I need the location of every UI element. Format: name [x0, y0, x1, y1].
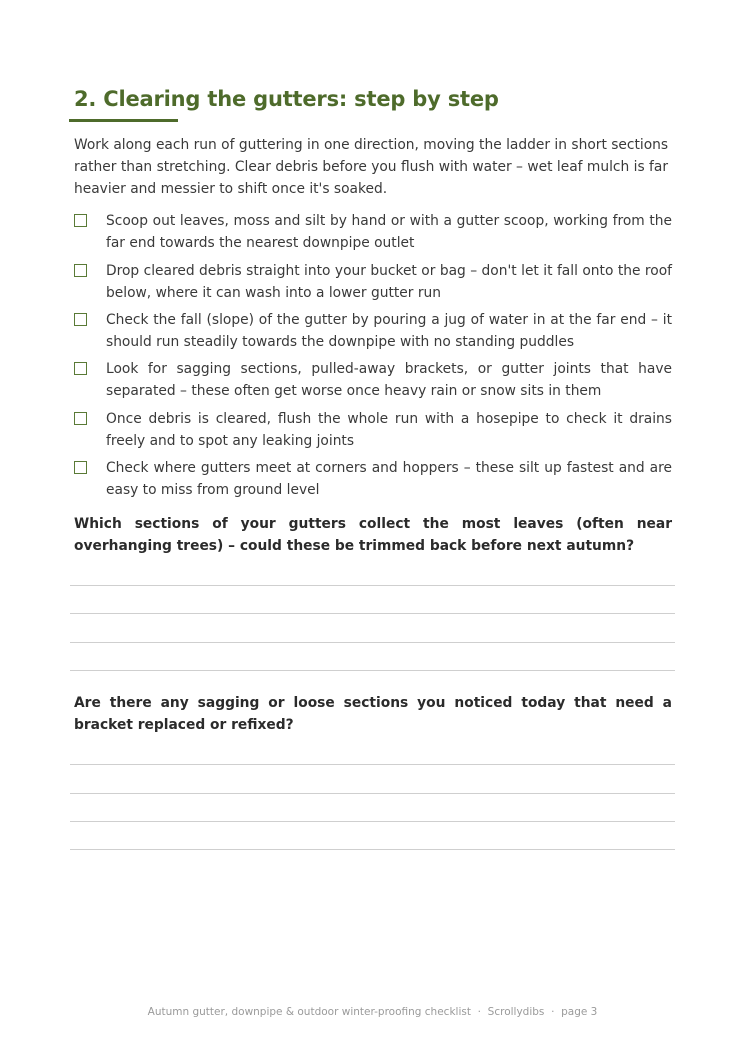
- checklist-item-text: Check where gutters meet at corners and hoppers – these silt up fastest and are easy to miss from ground level: [106, 460, 672, 498]
- checklist-item-text: Look for sagging sections, pulled-away brackets, or gutter joints that have separated – these often get worse once heavy rain or snow sits in them: [106, 361, 672, 399]
- answer-line[interactable]: [70, 821, 675, 822]
- footer-separator: ·: [477, 1006, 481, 1018]
- reflection-question: Which sections of your gutters collect the most leaves (often near overhanging trees) – could these be trimmed back before next autumn?: [74, 516, 672, 554]
- checkbox[interactable]: [74, 362, 87, 375]
- answer-line[interactable]: [70, 613, 675, 614]
- answer-line[interactable]: [70, 642, 675, 643]
- reflection-question: Are there any sagging or loose sections you noticed today that need a bracket replaced or refixed?: [74, 695, 672, 733]
- answer-line[interactable]: [70, 793, 675, 794]
- checkbox[interactable]: [74, 313, 87, 326]
- answer-line[interactable]: [70, 585, 675, 586]
- checkbox[interactable]: [74, 214, 87, 227]
- footer-separator: ·: [551, 1006, 555, 1018]
- answer-line[interactable]: [70, 764, 675, 765]
- footer-doc-title: Autumn gutter, downpipe & outdoor winter-proofing checklist: [147, 1006, 471, 1018]
- intro-paragraph: Work along each run of guttering in one direction, moving the ladder in short sections rather than stretching. Clear debris before you flush with water – wet leaf mulch is far heavier and messier to shift once it's soaked.: [74, 137, 669, 197]
- footer-brand: Scrollydibs: [487, 1006, 545, 1018]
- checklist-item-text: Scoop out leaves, moss and silt by hand or with a gutter scoop, working from the far end towards the nearest downpipe outlet: [106, 213, 672, 251]
- page-footer: [0, 1006, 745, 1018]
- checkbox[interactable]: [74, 264, 87, 277]
- checklist-item-text: Drop cleared debris straight into your bucket or bag – don't let it fall onto the roof below, where it can wash into a lower gutter run: [106, 263, 672, 301]
- answer-line[interactable]: [70, 849, 675, 850]
- checkbox[interactable]: [74, 412, 87, 425]
- checklist-item-text: Check the fall (slope) of the gutter by pouring a jug of water in at the far end – it should run steadily towards the downpipe with no standing puddles: [106, 312, 672, 350]
- checklist-item-text: Once debris is cleared, flush the whole run with a hosepipe to check it drains freely and to spot any leaking joints: [106, 411, 672, 449]
- title-underline: [69, 119, 178, 122]
- checkbox[interactable]: [74, 461, 87, 474]
- footer-page-number: page 3: [561, 1006, 598, 1018]
- answer-line[interactable]: [70, 670, 675, 671]
- section-title: 2. Clearing the gutters: step by step: [74, 87, 499, 111]
